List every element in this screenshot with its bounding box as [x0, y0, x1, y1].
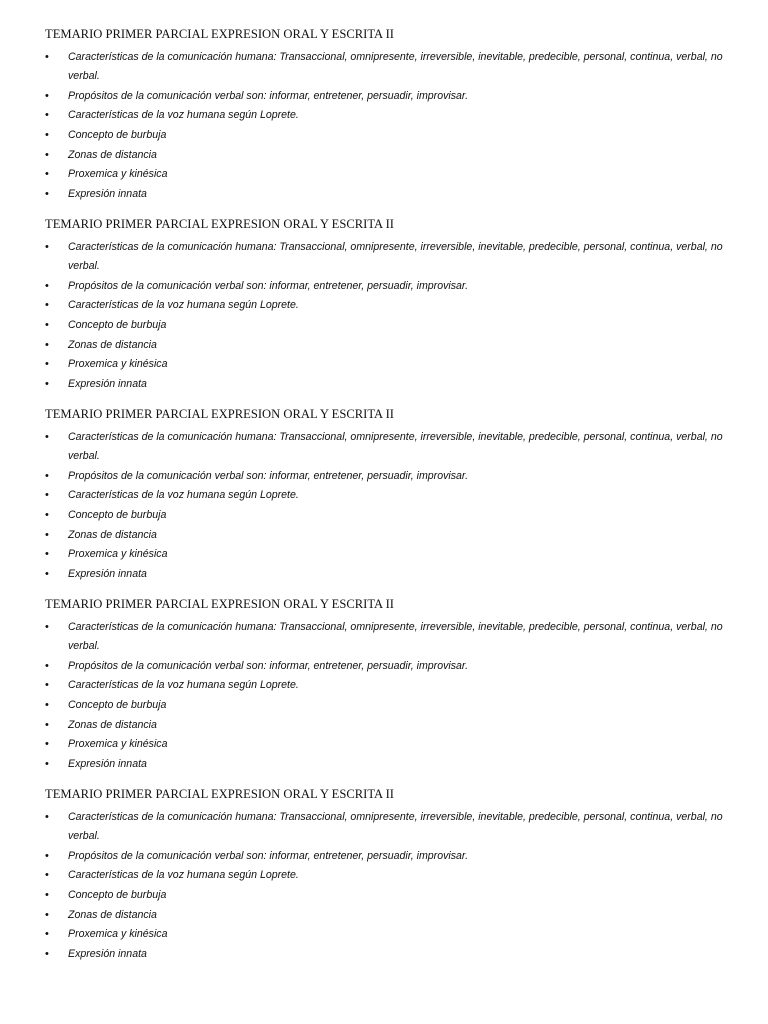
bullet-icon: • — [45, 869, 49, 882]
topic-list-item — [0, 696, 768, 715]
bullet-icon: • — [45, 89, 49, 102]
topic-list-item — [0, 526, 768, 545]
topic-list-item — [0, 886, 768, 905]
topic-text: Características de la voz humana según Loprete. — [68, 489, 299, 502]
bullet-icon: • — [45, 757, 49, 770]
topic-text: Proxemica y kinésica — [68, 928, 168, 941]
topic-text: Características de la comunicación humana: Transaccional, omnipresente, irreversible, inevitable, predecible, personal, continua, verbal, no verbal. — [68, 621, 723, 653]
topic-list-item — [0, 106, 768, 125]
topic-list — [0, 618, 768, 774]
bullet-icon: • — [45, 811, 49, 823]
topic-text: Zonas de distancia — [68, 338, 157, 351]
bullet-icon: • — [45, 358, 49, 371]
topic-list-item — [0, 925, 768, 944]
bullet-icon: • — [45, 849, 49, 862]
syllabus-section — [0, 26, 768, 216]
topic-text: Expresión innata — [68, 947, 147, 960]
topic-text: Proxemica y kinésica — [68, 168, 168, 181]
topic-text: Concepto de burbuja — [68, 128, 167, 141]
bullet-icon: • — [45, 109, 49, 122]
bullet-icon: • — [45, 888, 49, 901]
topic-text: Proxemica y kinésica — [68, 738, 168, 751]
bullet-icon: • — [45, 168, 49, 181]
bullet-icon: • — [45, 299, 49, 312]
topic-list — [0, 238, 768, 394]
bullet-icon: • — [45, 718, 49, 731]
topic-text: Expresión innata — [68, 377, 147, 390]
topic-list-item — [0, 185, 768, 204]
topic-list-item — [0, 808, 768, 846]
topic-list-item — [0, 296, 768, 315]
bullet-icon: • — [45, 469, 49, 482]
section-title: TEMARIO PRIMER PARCIAL EXPRESION ORAL Y ESCRITA II — [45, 407, 394, 421]
bullet-icon: • — [45, 128, 49, 141]
topic-text: Concepto de burbuja — [68, 508, 167, 521]
topic-text: Expresión innata — [68, 757, 147, 770]
bullet-icon: • — [45, 548, 49, 561]
topic-list-item — [0, 657, 768, 676]
topic-list-item — [0, 945, 768, 964]
bullet-icon: • — [45, 148, 49, 161]
topic-text: Expresión innata — [68, 187, 147, 200]
bullet-icon: • — [45, 659, 49, 672]
section-title: TEMARIO PRIMER PARCIAL EXPRESION ORAL Y ESCRITA II — [45, 27, 394, 41]
topic-list-item — [0, 165, 768, 184]
topic-list-item — [0, 866, 768, 885]
bullet-icon: • — [45, 318, 49, 331]
section-title: TEMARIO PRIMER PARCIAL EXPRESION ORAL Y ESCRITA II — [45, 787, 394, 801]
bullet-icon: • — [45, 241, 49, 253]
bullet-icon: • — [45, 508, 49, 521]
topic-text: Zonas de distancia — [68, 528, 157, 541]
topic-list-item — [0, 506, 768, 525]
topic-list-item — [0, 755, 768, 774]
topic-list — [0, 48, 768, 204]
bullet-icon: • — [45, 187, 49, 200]
topic-text: Zonas de distancia — [68, 148, 157, 161]
topic-list-item — [0, 355, 768, 374]
bullet-icon: • — [45, 377, 49, 390]
topic-list-item — [0, 428, 768, 466]
topic-text: Propósitos de la comunicación verbal son: informar, entretener, persuadir, improvisar. — [68, 89, 469, 102]
topic-text: Propósitos de la comunicación verbal son: informar, entretener, persuadir, improvisar. — [68, 659, 469, 672]
topic-text: Propósitos de la comunicación verbal son: informar, entretener, persuadir, improvisar. — [68, 469, 469, 482]
section-title: TEMARIO PRIMER PARCIAL EXPRESION ORAL Y ESCRITA II — [45, 217, 394, 231]
topic-text: Proxemica y kinésica — [68, 358, 168, 371]
bullet-icon: • — [45, 679, 49, 692]
topic-text: Características de la voz humana según Loprete. — [68, 869, 299, 882]
topic-text: Concepto de burbuja — [68, 318, 167, 331]
topic-list-item — [0, 375, 768, 394]
syllabus-section — [0, 786, 768, 976]
topic-list-item — [0, 847, 768, 866]
topic-list-item — [0, 906, 768, 925]
topic-list-item — [0, 467, 768, 486]
section-title: TEMARIO PRIMER PARCIAL EXPRESION ORAL Y ESCRITA II — [45, 597, 394, 611]
topic-text: Proxemica y kinésica — [68, 548, 168, 561]
topic-text: Características de la comunicación humana: Transaccional, omnipresente, irreversible, inevitable, predecible, personal, continua, verbal, no verbal. — [68, 51, 723, 83]
topic-list-item — [0, 48, 768, 86]
bullet-icon: • — [45, 621, 49, 633]
topic-text: Expresión innata — [68, 567, 147, 580]
topic-text: Características de la comunicación humana: Transaccional, omnipresente, irreversible, inevitable, predecible, personal, continua, verbal, no verbal. — [68, 241, 723, 273]
topic-list-item — [0, 618, 768, 656]
topic-list-item — [0, 676, 768, 695]
topic-text: Características de la voz humana según Loprete. — [68, 679, 299, 692]
topic-list-item — [0, 146, 768, 165]
bullet-icon: • — [45, 279, 49, 292]
topic-list — [0, 428, 768, 584]
topic-list-item — [0, 316, 768, 335]
syllabus-section — [0, 406, 768, 596]
topic-text: Propósitos de la comunicación verbal son: informar, entretener, persuadir, improvisar. — [68, 849, 469, 862]
bullet-icon: • — [45, 338, 49, 351]
bullet-icon: • — [45, 738, 49, 751]
topic-text: Características de la comunicación humana: Transaccional, omnipresente, irreversible, inevitable, predecible, personal, continua, verbal, no verbal. — [68, 811, 723, 843]
topic-list-item — [0, 545, 768, 564]
topic-text: Concepto de burbuja — [68, 888, 167, 901]
bullet-icon: • — [45, 431, 49, 443]
bullet-icon: • — [45, 528, 49, 541]
topic-text: Características de la comunicación humana: Transaccional, omnipresente, irreversible, inevitable, predecible, personal, continua, verbal, no verbal. — [68, 431, 723, 463]
topic-list-item — [0, 336, 768, 355]
topic-list-item — [0, 277, 768, 296]
syllabus-section — [0, 216, 768, 406]
topic-list — [0, 808, 768, 964]
topic-text: Zonas de distancia — [68, 908, 157, 921]
bullet-icon: • — [45, 51, 49, 63]
topic-list-item — [0, 486, 768, 505]
bullet-icon: • — [45, 567, 49, 580]
topic-list-item — [0, 238, 768, 276]
syllabus-section — [0, 596, 768, 786]
bullet-icon: • — [45, 698, 49, 711]
topic-text: Características de la voz humana según Loprete. — [68, 299, 299, 312]
bullet-icon: • — [45, 928, 49, 941]
topic-list-item — [0, 87, 768, 106]
topic-text: Concepto de burbuja — [68, 698, 167, 711]
topic-list-item — [0, 126, 768, 145]
bullet-icon: • — [45, 908, 49, 921]
topic-list-item — [0, 716, 768, 735]
topic-list-item — [0, 565, 768, 584]
topic-text: Características de la voz humana según Loprete. — [68, 109, 299, 122]
bullet-icon: • — [45, 489, 49, 502]
topic-text: Zonas de distancia — [68, 718, 157, 731]
topic-list-item — [0, 735, 768, 754]
bullet-icon: • — [45, 947, 49, 960]
topic-text: Propósitos de la comunicación verbal son: informar, entretener, persuadir, improvisar. — [68, 279, 469, 292]
